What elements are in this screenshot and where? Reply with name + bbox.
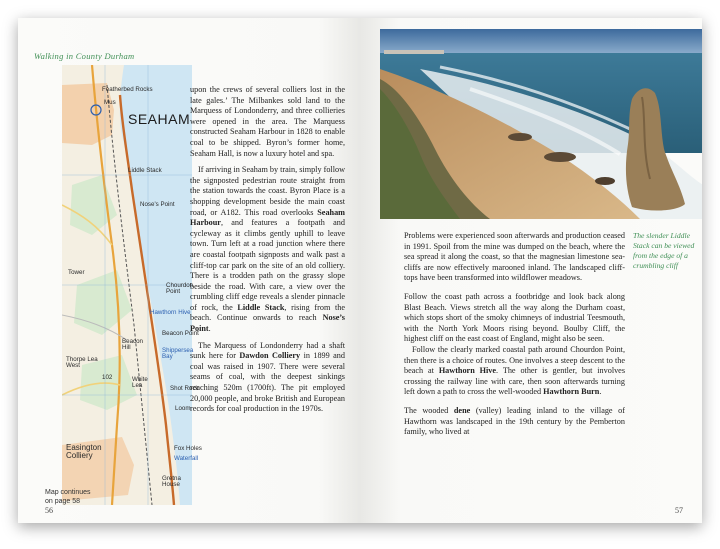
map-label-thorpe-lea-west: Thorpe Lea West [66,356,98,370]
map-label-noses-point: Nose's Point [140,201,175,208]
map-label-loom: Loom [175,405,191,412]
map-label-waterfall: Waterfall [174,455,199,462]
map-label-seaham: SEAHAM [128,111,191,127]
map-label-easington-colliery: Easington Colliery [66,443,102,460]
page-number-right: 57 [675,506,683,515]
map-label-gretna-house: Gretna House [162,475,181,489]
photo-caption: The slender Liddle Stack can be viewed from the edge of a crumbling cliff [633,231,695,270]
book-spread [18,18,702,523]
left-page [18,18,360,523]
right-body-text [404,231,625,444]
map-label-white-lea: White Lea [132,376,148,390]
map-label-mus: Mus [104,99,116,106]
right-paragraph-2: Follow the coast path across a footbridge and look back along Blast Beach. Views stretch all the way along the Durham coast, which stops short of the smoky chimneys of industrial Teesmouth, with the North York Moors rising beyond. Boulby Cliff, the highest cliff on the east coast of England, might also be seen. [404,291,625,344]
running-head: Walking in County Durham [34,51,135,61]
page-number-left: 56 [45,506,53,515]
route-map [62,65,202,505]
map-label-beacon-point: Beacon Point [162,330,199,337]
map-label-shippersea-bay: Shippersea Bay [162,347,194,361]
map-label-fox-holes: Fox Holes [174,445,202,452]
right-paragraph-3: Follow the clearly marked coastal path around Chourdon Point, then there is a choice of routes. One involves a steep descent to the beach at Hawthorn Hive. The other is gentler, but involves crossing the railway line with care, then soon afterwards turning left down a path to cross the well-wooded Hawthorn Burn. [404,344,626,397]
right-page [360,18,702,523]
right-paragraph-1: Problems were experienced soon afterwards and production ceased in 1991. Spoil from the mine was dumped on the beach, where the sea spread it along the coast, so that the magnesian limestone sea-cliffs are now effectively marooned inland. The landscaped cliff-tops have been transformed into wildflower meadows. [404,231,625,283]
map-label-shot-rock: Shot Rock [170,385,199,392]
left-paragraph-1: upon the crews of several colliers lost in the late gales.’ The Milbankes sold land to the Marquess of Londonderry, and three collieries were opened in the area. The Marquess constructed Seaham Harbour in 1828 to enable coal to be shipped. Byron’s former home, Seaham Hall, is now a luxury hotel and spa. [190,85,345,158]
right-paragraph-4: The wooded dene (valley) leading inland to the village of Hawthorn was landscaped in the 19th century by the Pemberton family, who lived at [404,405,625,437]
map-label-road-102: 102 [102,374,113,381]
photo-graphic [380,29,702,219]
left-paragraph-3: The Marquess of Londonderry had a shaft sunk here for Dawdon Colliery in 1899 and coal was raised in 1907. There were several seams of coal, with the deepest sinkings reaching 520m (1700ft). The pit employed 20,000 people, and broke British and European records for coal production in the 1970s. [190,340,345,414]
map-label-featherbed-rocks: Featherbed Rocks [102,86,153,93]
liddle-stack-photo [380,29,702,219]
map-label-chourdon-point: Chourdon Point [166,282,194,296]
map-label-beacon-hill: Beacon Hill [122,338,143,352]
map-label-liddle-stack: Liddle Stack [128,167,162,174]
map-continues-note: Map continues on page 58 [45,489,91,505]
left-paragraph-2: If arriving in Seaham by train, simply follow the signposted pedestrian route straight from the station towards the coast. Byron Place is a shopping development beside the main coast road, or A182. This road overlooks Seaham Harbour, and features a footpath and cycleway as it climbs gently uphill to leave town. Turn left at a road junction where there are coastal footpath signposts and walk past a cliff-top car park on the site of an old colliery. There is a trodden path on the grassy slope beside the road. With care, a view over the crumbling cliff edge reveals a slender pinnacle of rock, the Liddle Stack, rising from the beach. Continue onwards to reach Nose’s Point. [190,165,345,334]
map-label-hawthorn-hive: Hawthorn Hive [150,309,191,316]
map-label-tower: Tower [68,269,85,276]
left-body-text [190,85,345,415]
